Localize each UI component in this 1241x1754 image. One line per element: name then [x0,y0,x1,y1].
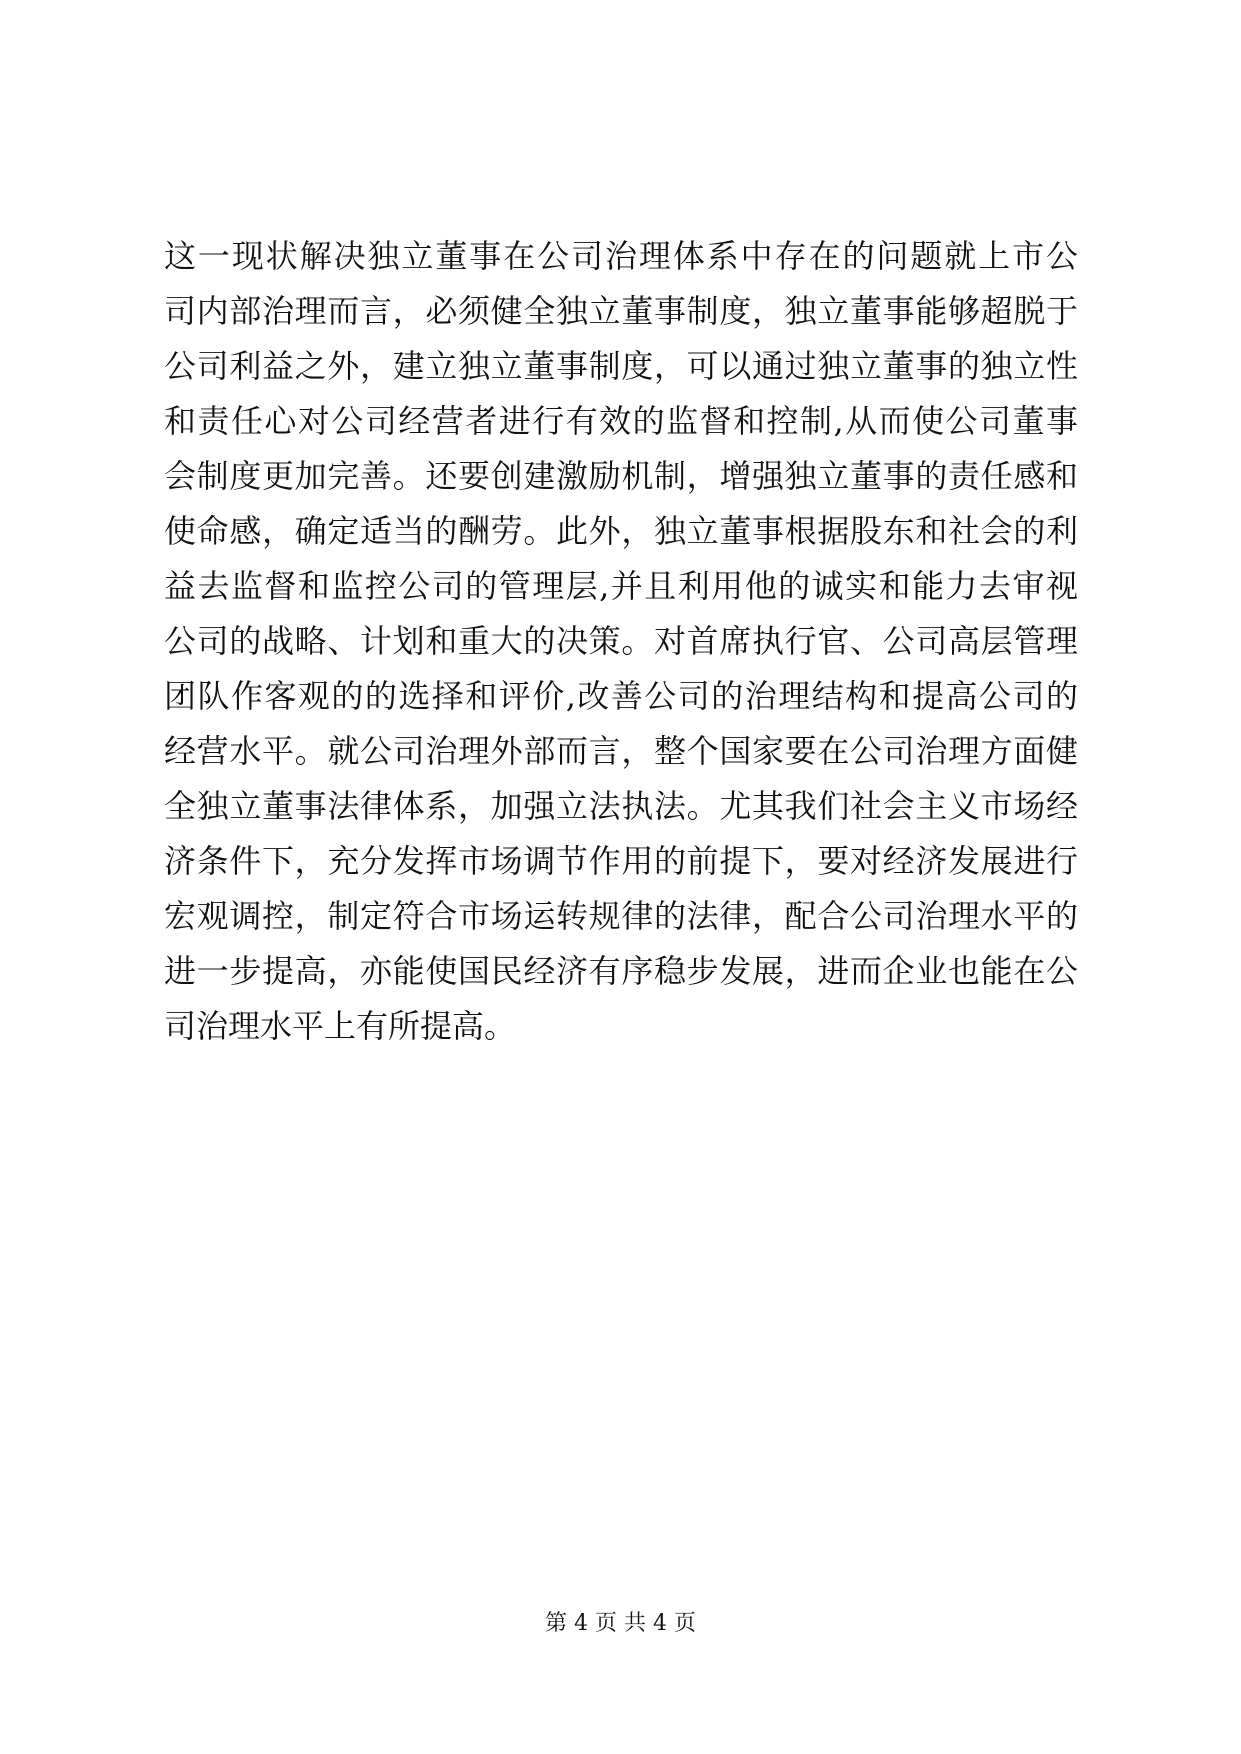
text-line-3: 公司利益之外，建立独立董事制度，可以通过独立董事的独立性 [164,347,1078,385]
text-line-13: 宏观调控，制定符合市场运转规律的法律，配合公司治理水平的 [164,897,1078,935]
text-line-9: 团队作客观的的选择和评价,改善公司的治理结构和提高公司的 [164,677,1078,715]
page-number-footer: 第 4 页 共 4 页 [545,1611,696,1636]
text-line-5: 会制度更加完善。还要创建激励机制，增强独立董事的责任感和 [164,457,1078,495]
body-paragraph [164,229,1078,1054]
text-line-6: 使命感，确定适当的酬劳。此外，独立董事根据股东和社会的利 [164,512,1078,550]
text-line-8: 公司的战略、计划和重大的决策。对首席执行官、公司高层管理 [164,622,1078,660]
text-line-15: 司治理水平上有所提高。 [164,1007,517,1045]
text-line-14: 进一步提高，亦能使国民经济有序稳步发展，进而企业也能在公 [164,952,1078,990]
text-line-1: 这一现状解决独立董事在公司治理体系中存在的问题就上市公 [164,237,1078,275]
text-line-10: 经营水平。就公司治理外部而言，整个国家要在公司治理方面健 [164,732,1078,770]
text-line-7: 益去监督和监控公司的管理层,并且利用他的诚实和能力去审视 [164,567,1078,605]
text-line-2: 司内部治理而言，必须健全独立董事制度，独立董事能够超脱于 [164,292,1078,330]
text-line-4: 和责任心对公司经营者进行有效的监督和控制,从而使公司董事 [164,402,1078,440]
text-line-11: 全独立董事法律体系，加强立法执法。尤其我们社会主义市场经 [164,787,1078,825]
text-line-12: 济条件下，充分发挥市场调节作用的前提下，要对经济发展进行 [164,842,1078,880]
